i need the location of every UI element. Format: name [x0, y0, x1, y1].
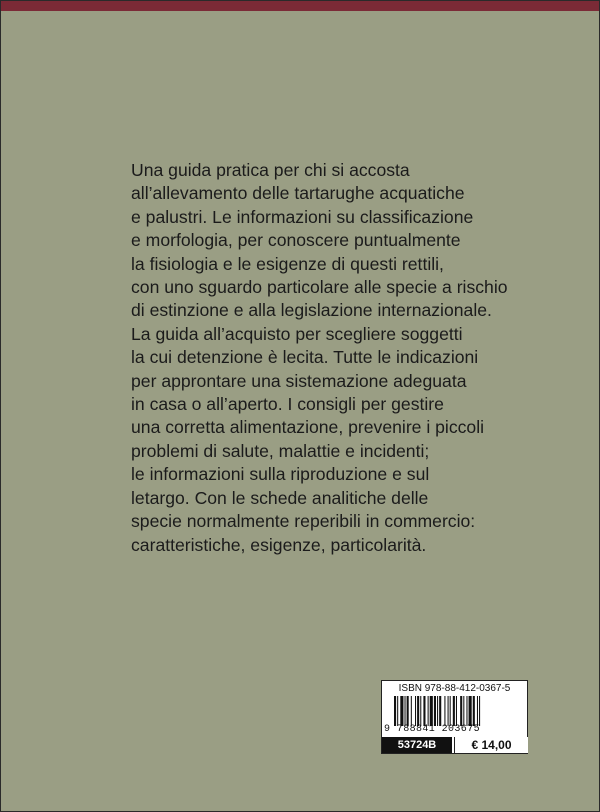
- blurb-line: La guida all’acquisto per scegliere soggetti: [131, 323, 463, 344]
- price-tag: € 14,00: [454, 737, 528, 753]
- blurb-line: la fisiologia e le esigenze di questi rettili,: [131, 253, 444, 274]
- blurb-line: una corretta alimentazione, prevenire i piccoli: [131, 417, 485, 438]
- blurb-line: le informazioni sulla riproduzione e sul: [131, 464, 430, 485]
- blurb-line: specie normalmente reperibili in commercio:: [131, 511, 476, 532]
- barcode-bars-icon: [394, 696, 519, 726]
- blurb-line: di estinzione e alla legislazione internazionale.: [131, 300, 492, 321]
- isbn-text: ISBN 978-88-412-0367-5: [398, 683, 511, 694]
- blurb-line: Una guida pratica per chi si accosta: [131, 160, 410, 180]
- blurb-line: e palustri. Le informazioni su classificazione: [131, 206, 474, 227]
- blurb-line: per approntare una sistemazione adeguata: [131, 370, 467, 391]
- blurb-line: problemi di salute, malattie e incidenti;: [131, 440, 430, 461]
- blurb-line: la cui detenzione è lecita. Tutte le indicazioni: [131, 347, 479, 368]
- top-color-band: [1, 1, 599, 11]
- barcode-label: [381, 680, 528, 754]
- blurb-line: e morfologia, per conoscere puntualmente: [131, 230, 461, 251]
- blurb-line: con uno sguardo particolare alle specie a rischio: [131, 277, 508, 298]
- product-code: 53724B: [382, 737, 452, 753]
- blurb-text: [131, 159, 561, 557]
- blurb-line: letargo. Con le schede analitiche delle: [131, 487, 429, 508]
- blurb-line: all’allevamento delle tartarughe acquatiche: [131, 183, 465, 204]
- barcode-digits: 9 788841 203675: [384, 724, 481, 735]
- blurb-line: in casa o all’aperto. I consigli per gestire: [131, 394, 444, 415]
- blurb-line: caratteristiche, esigenze, particolarità.: [131, 534, 427, 555]
